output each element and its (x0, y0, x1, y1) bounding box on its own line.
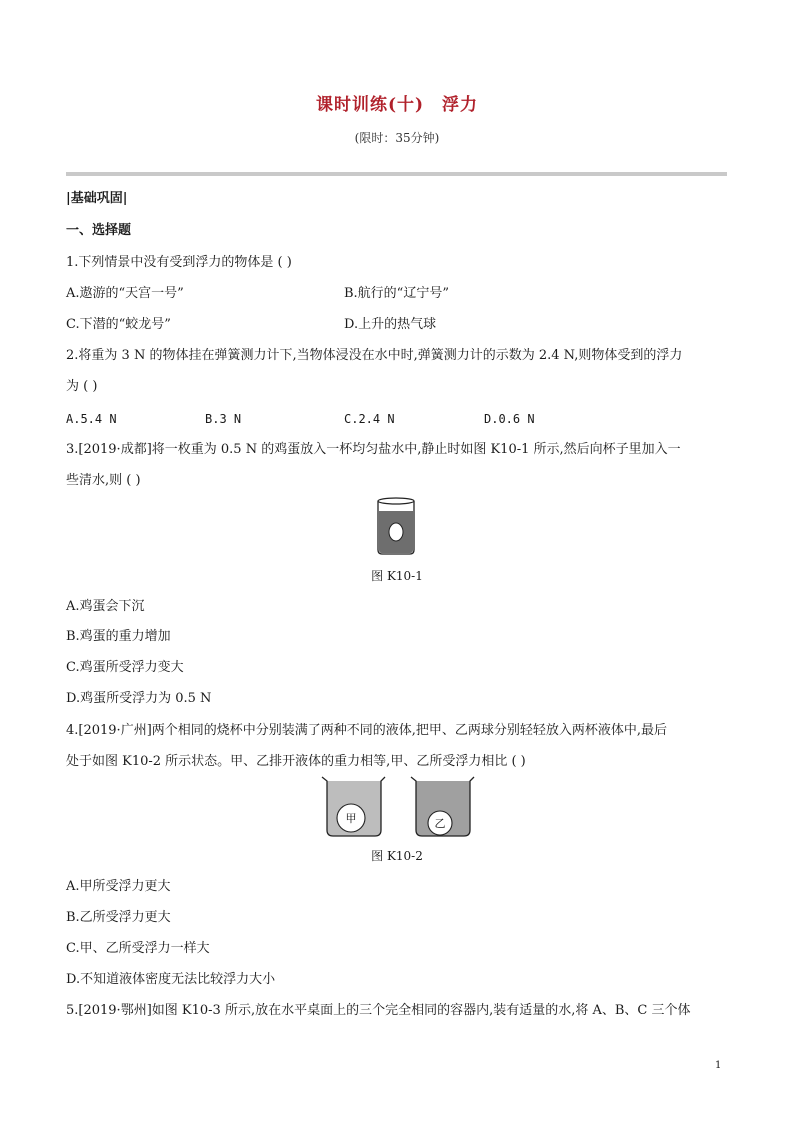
q1-option-d: D.上升的热气球 (344, 317, 437, 332)
q2-option-b: B.3 N (205, 412, 242, 426)
q3-figure-caption: 图 K10-1 (371, 569, 423, 583)
q2-stem-line2: 为 ( ) (66, 379, 98, 394)
q4-figure-caption: 图 K10-2 (371, 849, 423, 863)
q1-option-c: C.下潜的“蛟龙号” (66, 317, 171, 332)
q4-stem-line1: 4.[2019·广州]两个相同的烧杯中分别装满了两种不同的液体,把甲、乙两球分别轻轻放入两杯液体中,最后 (66, 723, 668, 738)
q5-stem-line1: 5.[2019·鄂州]如图 K10-3 所示,放在水平桌面上的三个完全相同的容器内,装有适量的水,将 A、B、C 三个体 (66, 1003, 691, 1018)
q2-stem-line1: 2.将重为 3 N 的物体挂在弹簧测力计下,当物体浸没在水中时,弹簧测力计的示数为 2.4 N,则物体受到的浮力 (66, 348, 683, 363)
q2-option-d: D.0.6 N (484, 412, 535, 426)
title-topic: 浮力 (442, 95, 479, 115)
figure-k10-2 (318, 774, 478, 840)
q3-stem-line2: 些清水,则 ( ) (66, 473, 141, 488)
time-limit: (限时：35分钟) (354, 131, 440, 145)
q4-option-c: C.甲、乙所受浮力一样大 (66, 941, 210, 956)
q1-option-b: B.航行的“辽宁号” (344, 286, 449, 301)
q3-stem-line1: 3.[2019·成都]将一枚重为 0.5 N 的鸡蛋放入一杯均匀盐水中,静止时如图 K10-1 所示,然后向杯子里加入一 (66, 442, 681, 457)
q1-option-a: A.遨游的“天宫一号” (66, 286, 184, 301)
section-name: |基础巩固| (66, 191, 128, 206)
q4-option-d: D.不知道液体密度无法比较浮力大小 (66, 972, 276, 987)
q1-stem: 1.下列情景中没有受到浮力的物体是 ( ) (66, 255, 292, 270)
q4-option-b: B.乙所受浮力更大 (66, 910, 171, 925)
section-part: 一、选择题 (66, 223, 132, 238)
header-divider (66, 172, 727, 176)
ball-a-label: 甲 (345, 812, 357, 825)
figure-k10-1 (370, 497, 422, 557)
q4-stem-line2: 处于如图 K10-2 所示状态。甲、乙排开液体的重力相等,甲、乙所受浮力相比 ( ) (66, 754, 526, 769)
page-number: 1 (715, 1060, 722, 1071)
ball-b-label: 乙 (434, 817, 446, 830)
q2-option-a: A.5.4 N (66, 412, 117, 426)
cup-rim (378, 498, 414, 504)
egg (389, 523, 403, 541)
page-title (0, 90, 794, 115)
title-main: 课时训练(十) (315, 95, 425, 115)
q2-option-c: C.2.4 N (344, 412, 395, 426)
q3-option-d: D.鸡蛋所受浮力为 0.5 N (66, 691, 212, 706)
q3-option-b: B.鸡蛋的重力增加 (66, 629, 171, 644)
q4-option-a: A.甲所受浮力更大 (66, 879, 171, 894)
q3-option-c: C.鸡蛋所受浮力变大 (66, 660, 184, 675)
q3-option-a: A.鸡蛋会下沉 (66, 599, 145, 614)
